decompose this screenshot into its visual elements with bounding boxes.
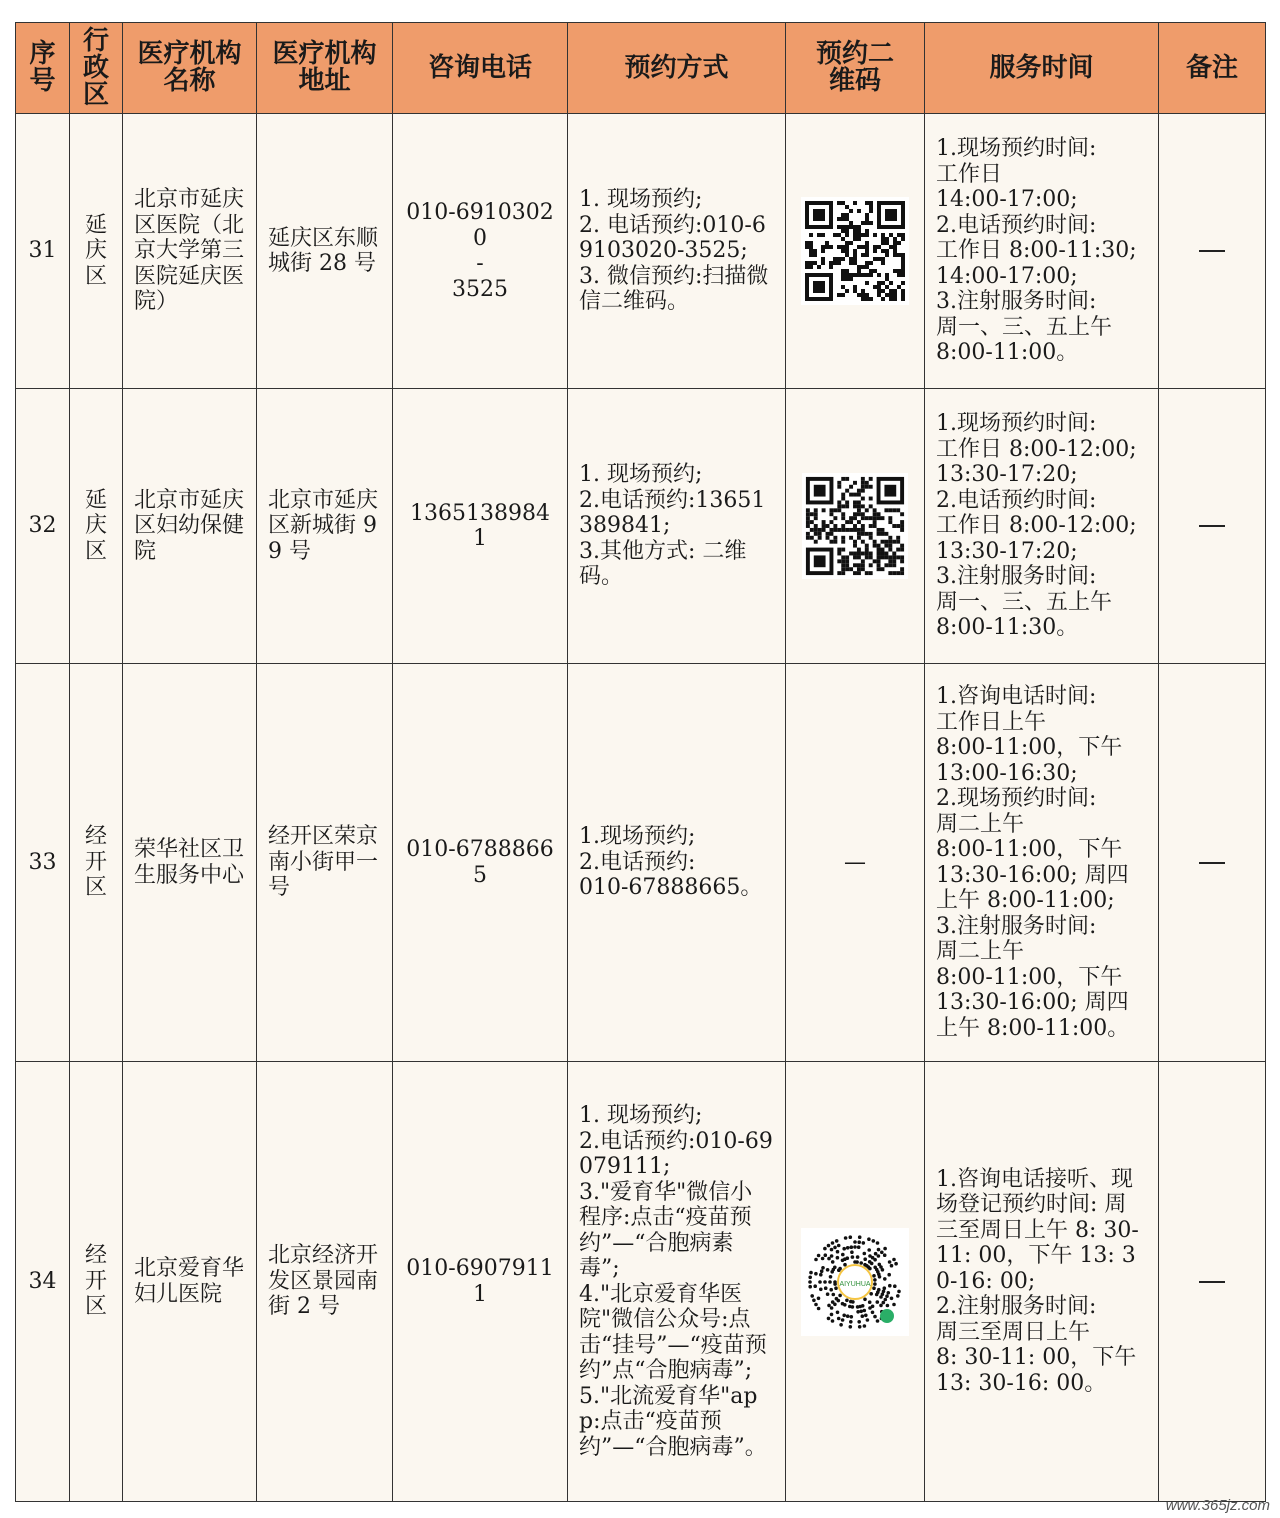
row-qr-cell <box>786 1062 925 1502</box>
table-row <box>16 1062 1266 1502</box>
header-phone: 咨询电话 <box>393 23 568 114</box>
row-service-hours: 1.现场预约时间: 工作日 8:00-12:00; 13:30-17:20; 2.电话预约时间: 工作日 8:00-12:00; 13:30-17:20; 3.注射服务时间: 周一、三、五上午 8:00-11:30。 <box>925 389 1159 664</box>
row-qr-cell <box>786 114 925 389</box>
header-qr: 预约二维码 <box>786 23 925 114</box>
row-institution-name: 北京市延庆区妇幼保健院 <box>123 389 257 664</box>
header-no: 序号 <box>16 23 70 114</box>
row-booking-method: 1. 现场预约; 2.电话预约:010-69079111; 3."爱育华"微信小程序:点击“疫苗预约”—“合胞病素毒”; 4."北京爱育华医院"微信公众号:点击“挂号”—“疫苗预约”点“合胞病毒”; 5."北流爱育华"app:点击“疫苗预约”—“合胞病毒”。 <box>568 1062 786 1502</box>
header-district: 行政区 <box>70 23 123 114</box>
row-phone: 010-67888665 <box>393 664 568 1062</box>
table-row <box>16 664 1266 1062</box>
row-district: 经开区 <box>70 664 123 1062</box>
row-service-hours: 1.咨询电话接听、现场登记预约时间: 周三至周日上午 8: 30-11: 00，下午 13: 30-16: 00; 2.注射服务时间: 周三至周日上午 8: 30-11: 00，下午 13: 30-16: 00。 <box>925 1062 1159 1502</box>
row-number: 31 <box>16 114 70 389</box>
row-address: 北京市延庆区新城街 99 号 <box>257 389 393 664</box>
qr-code-icon[interactable] <box>802 473 908 579</box>
row-district: 延庆区 <box>70 389 123 664</box>
header-row <box>16 23 1266 114</box>
row-number: 32 <box>16 389 70 664</box>
table-row <box>16 389 1266 664</box>
row-phone: 010-69079111 <box>393 1062 568 1502</box>
row-district: 经开区 <box>70 1062 123 1502</box>
header-note: 备注 <box>1159 23 1266 114</box>
row-address: 延庆区东顺城街 28 号 <box>257 114 393 389</box>
header-name: 医疗机构名称 <box>123 23 257 114</box>
row-address: 北京经济开发区景园南街 2 号 <box>257 1062 393 1502</box>
row-institution-name: 北京爱育华妇儿医院 <box>123 1062 257 1502</box>
watermark: www.365jz.com <box>1165 1497 1270 1514</box>
row-institution-name: 北京市延庆区医院（北京大学第三医院延庆医院） <box>123 114 257 389</box>
dash-icon <box>1199 1281 1225 1283</box>
row-service-hours: 1.咨询电话时间: 工作日上午 8:00-11:00，下午 13:00-16:30; 2.现场预约时间: 周二上午 8:00-11:00，下午 13:30-16:00; 周四 上午 8:00-11:00; 3.注射服务时间: 周二上午 8:00-11:00，下午 13:30-16:00; 周四 上午 8:00-11:00。 <box>925 664 1159 1062</box>
row-phone: 010-69103020 - 3525 <box>393 114 568 389</box>
row-number: 34 <box>16 1062 70 1502</box>
header-address: 医疗机构地址 <box>257 23 393 114</box>
dash-icon <box>1199 525 1225 527</box>
row-note <box>1159 664 1266 1062</box>
row-booking-method: 1. 现场预约; 2.电话预约:13651389841; 3.其他方式: 二维码。 <box>568 389 786 664</box>
row-service-hours: 1.现场预约时间: 工作日 14:00-17:00; 2.电话预约时间: 工作日 8:00-11:30; 14:00-17:00; 3.注射服务时间: 周一、三、五上午 8:00-11:00。 <box>925 114 1159 389</box>
qr-code-icon[interactable] <box>801 197 909 305</box>
mini-program-code-icon[interactable] <box>801 1228 909 1336</box>
row-address: 经开区荣京南小街甲一号 <box>257 664 393 1062</box>
row-note <box>1159 389 1266 664</box>
row-booking-method: 1.现场预约; 2.电话预约: 010-67888665。 <box>568 664 786 1062</box>
row-number: 33 <box>16 664 70 1062</box>
row-booking-method: 1. 现场预约; 2. 电话预约:010-69103020-3525; 3. 微信预约:扫描微信二维码。 <box>568 114 786 389</box>
row-note <box>1159 114 1266 389</box>
row-district: 延庆区 <box>70 114 123 389</box>
header-method: 预约方式 <box>568 23 786 114</box>
row-note <box>1159 1062 1266 1502</box>
row-qr-cell <box>786 389 925 664</box>
mini-program-logo-text: AIYUHUA <box>839 1280 871 1288</box>
vaccination-table <box>15 22 1266 1502</box>
header-hours: 服务时间 <box>925 23 1159 114</box>
row-qr-cell: — <box>786 664 925 1062</box>
row-institution-name: 荣华社区卫生服务中心 <box>123 664 257 1062</box>
row-phone: 13651389841 <box>393 389 568 664</box>
dash-icon <box>1199 250 1225 252</box>
dash-icon <box>1199 862 1225 864</box>
table-row <box>16 114 1266 389</box>
